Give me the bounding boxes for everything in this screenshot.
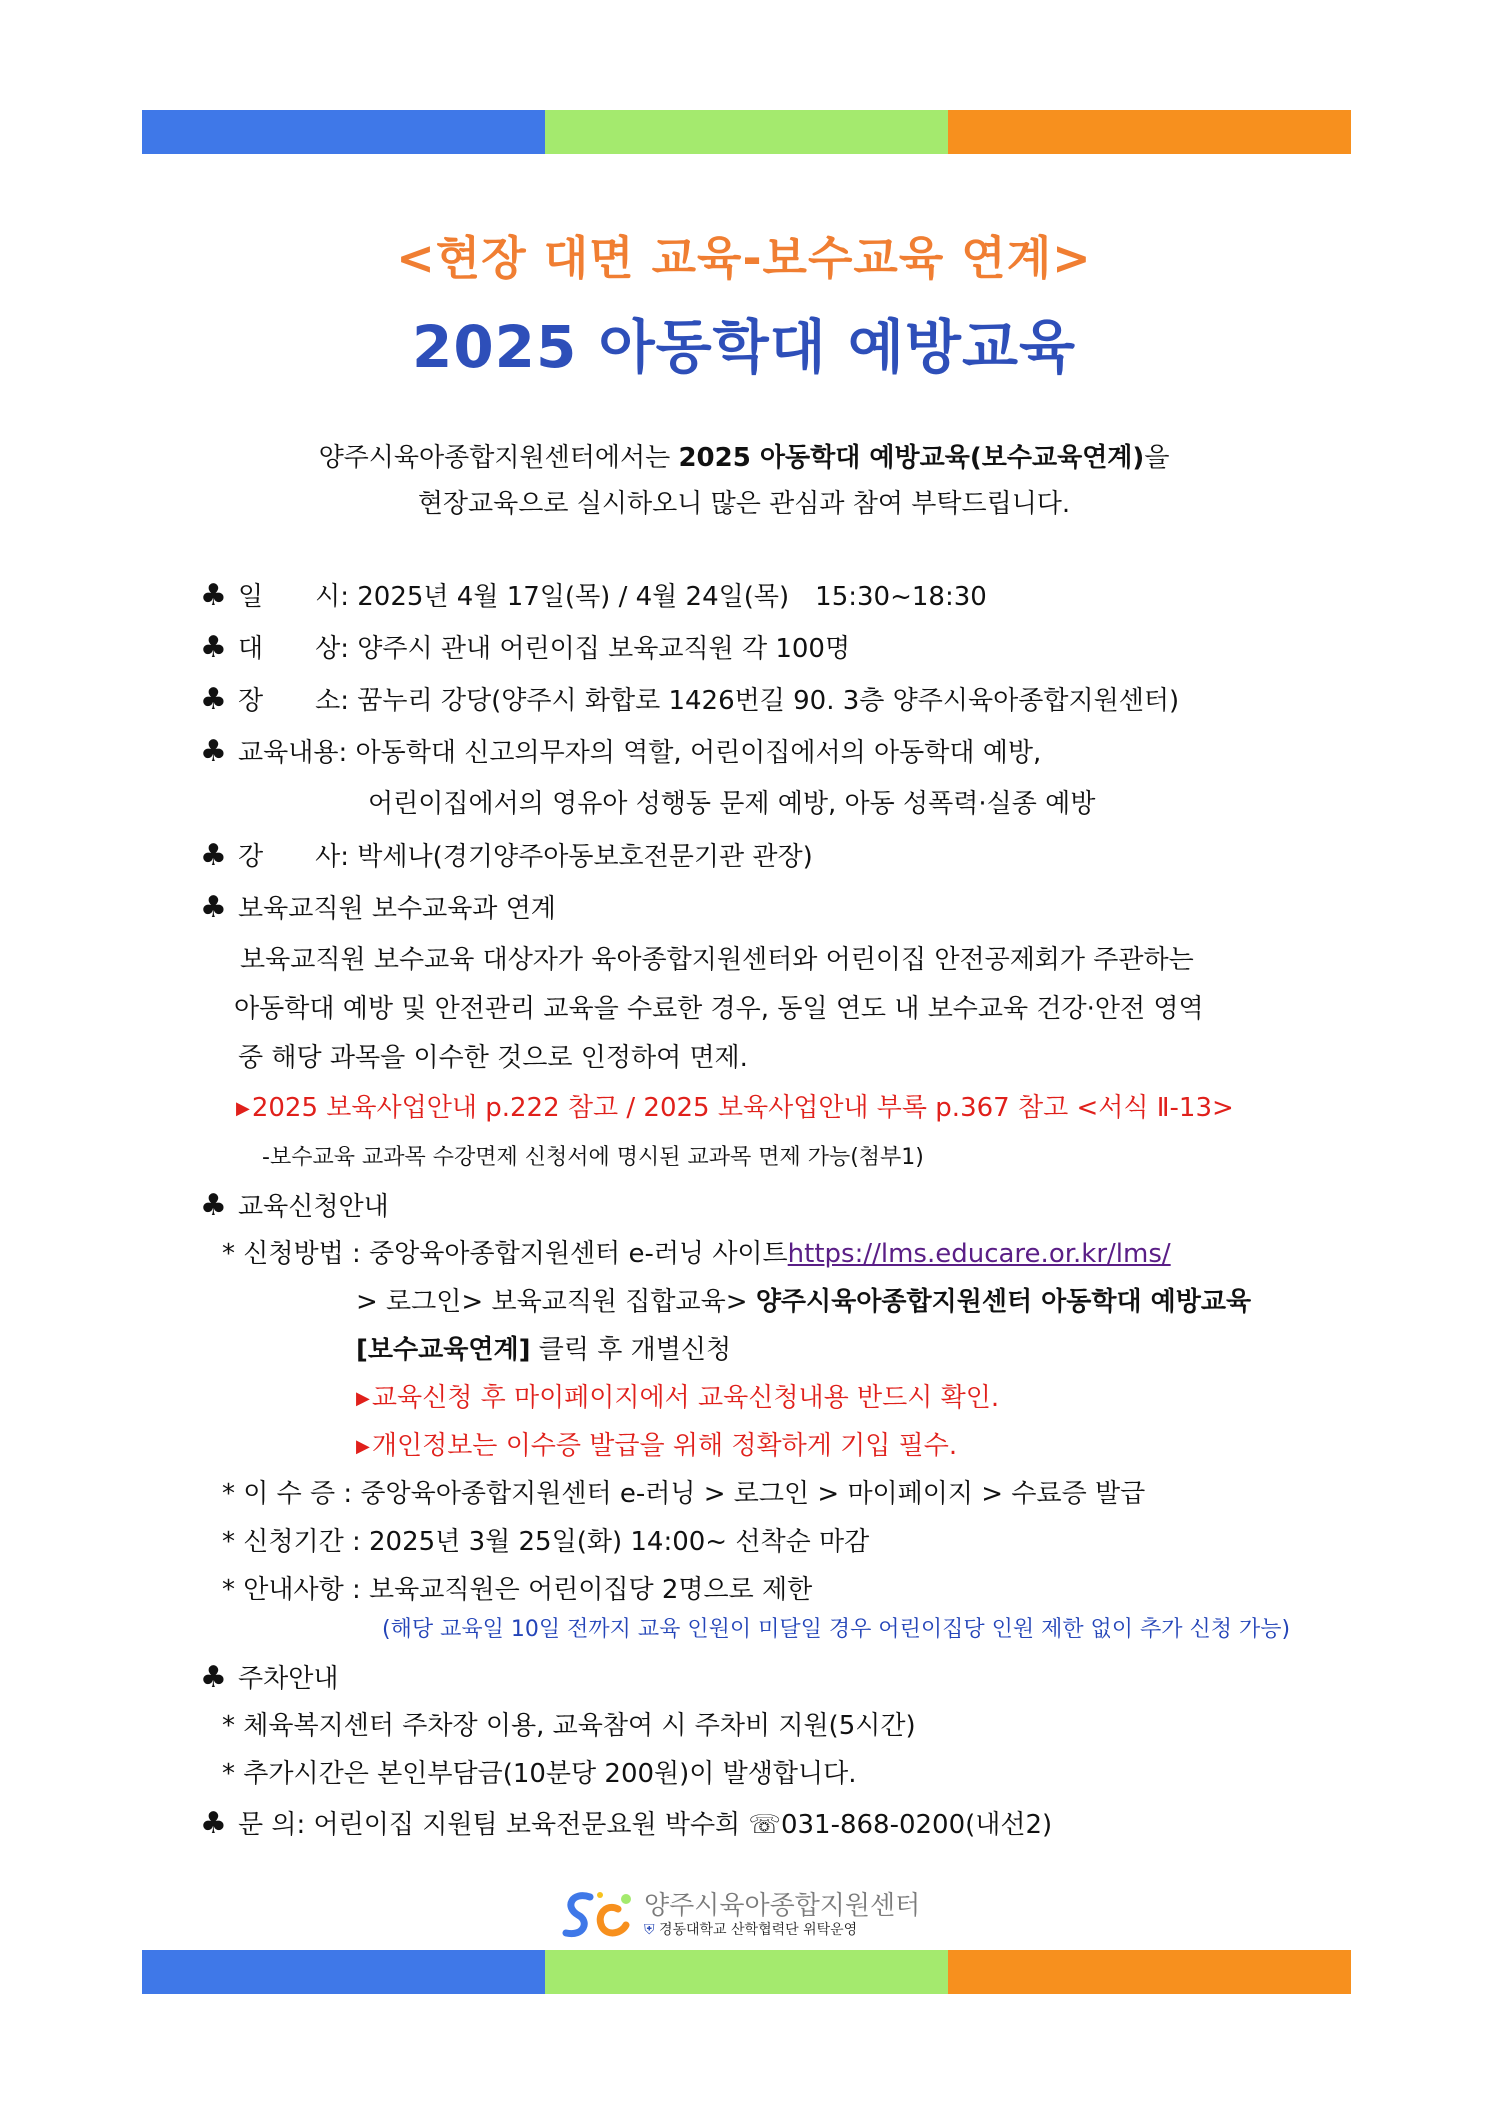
section-link-title — [200, 890, 556, 927]
item-lecturer-text: 강 사: 박세나(경기양주아동보호전문기관 관장) — [238, 842, 813, 872]
item-date — [200, 578, 987, 615]
club-icon: ♣ — [200, 1660, 227, 1695]
center-logo — [560, 1886, 920, 1944]
apply-guide-note: (해당 교육일 10일 전까지 교육 인원이 미달일 경우 어린이집당 인원 제한 없이 추가 신청 가능) — [382, 1617, 1291, 1642]
apply-method — [222, 1236, 1171, 1272]
club-icon: ♣ — [200, 838, 227, 873]
apply-path-bold: 양주시육아종합지원센터 아동학대 예방교육 — [755, 1287, 1252, 1317]
link-paragraph-1: 보육교직원 보수교육 대상자가 육아종합지원센터와 어린이집 안전공제회가 주관하는 — [240, 945, 1194, 975]
apply-certificate: * 이 수 증 : 중앙육아종합지원센터 e-러닝 > 로그인 > 마이페이지 > 수료증 발급 — [222, 1479, 1146, 1509]
logo-name: 양주시육아종합지원센터 — [644, 1891, 921, 1921]
item-content-text-1: 교육내용: 아동학대 신고의무자의 역할, 어린이집에서의 아동학대 예방, — [238, 738, 1042, 768]
club-icon: ♣ — [200, 578, 227, 613]
intro-line-1-bold: 2025 아동학대 예방교육(보수교육연계) — [678, 443, 1145, 473]
warning-2-text: 개인정보는 이수증 발급을 위해 정확하게 기입 필수. — [371, 1431, 958, 1461]
parking-line-1: * 체육복지센터 주차장 이용, 교육참여 시 주차비 지원(5시간) — [222, 1711, 916, 1741]
bottom-color-bar — [142, 1950, 1351, 1994]
page-title: 2025 아동학대 예방교육 — [411, 313, 1077, 381]
link-reference-text: 2025 보육사업안내 p.222 참고 / 2025 보육사업안내 부록 p.367 참고 <서식 Ⅱ-13> — [251, 1093, 1234, 1123]
bar-segment-green — [545, 110, 948, 154]
bar-segment-green — [545, 1950, 948, 1994]
item-content — [200, 734, 1041, 771]
apply-period: * 신청기간 : 2025년 3월 25일(화) 14:00~ 선착순 마감 — [222, 1527, 870, 1557]
item-place — [200, 682, 1179, 719]
club-icon: ♣ — [200, 1188, 227, 1223]
intro-text — [0, 435, 1488, 527]
intro-line-1-post: 을 — [1144, 443, 1170, 473]
section-apply-title-text: 교육신청안내 — [238, 1192, 389, 1222]
page-subtitle: <현장 대면 교육-보수교육 연계> — [396, 231, 1092, 285]
logo-sub — [644, 1921, 920, 1939]
link-reference — [236, 1090, 1234, 1127]
apply-path-pre: > 로그인> 보육교직원 집합교육> — [356, 1287, 756, 1317]
logo-sub-text: 경동대학교 산학협력단 위탁운영 — [658, 1922, 858, 1938]
section-apply-title — [200, 1188, 389, 1225]
warning-1-text: 교육신청 후 마이페이지에서 교육신청내용 반드시 확인. — [371, 1383, 1000, 1413]
item-contact — [200, 1806, 1052, 1843]
warning-2 — [356, 1428, 957, 1465]
apply-method-text: * 신청방법 : 중앙육아종합지원센터 e-러닝 사이트 — [222, 1239, 788, 1269]
section-link-title-text: 보육교직원 보수교육과 연계 — [238, 894, 556, 924]
top-color-bar — [142, 110, 1351, 154]
center-logo-text — [644, 1891, 920, 1939]
link-note: -보수교육 교과목 수강면제 신청서에 명시된 교과목 면제 가능(첨부1) — [262, 1145, 924, 1170]
warning-1 — [356, 1380, 999, 1417]
item-target-text: 대 상: 양주시 관내 어린이집 보육교직원 각 100명 — [238, 634, 851, 664]
item-place-text: 장 소: 꿈누리 강당(양주시 화합로 1426번길 90. 3층 양주시육아종합지원센터) — [238, 686, 1180, 716]
club-icon: ♣ — [200, 1806, 227, 1841]
club-icon: ♣ — [200, 682, 227, 717]
intro-line-1 — [0, 435, 1488, 481]
apply-path-2 — [356, 1332, 731, 1368]
link-paragraph-3: 중 해당 과목을 이수한 것으로 인정하여 면제. — [238, 1043, 748, 1073]
item-date-text: 일 시: 2025년 4월 17일(목) / 4월 24일(목) 15:30~18:30 — [238, 582, 987, 612]
bar-segment-blue — [142, 110, 545, 154]
center-logo-icon — [560, 1887, 636, 1943]
club-icon: ♣ — [200, 890, 227, 925]
link-paragraph-2: 아동학대 예방 및 안전관리 교육을 수료한 경우, 동일 연도 내 보수교육 건강·안전 영역 — [234, 994, 1204, 1024]
bar-segment-blue — [142, 1950, 545, 1994]
club-icon: ♣ — [200, 630, 227, 665]
apply-path-2-bold: [보수교육연계] — [356, 1335, 531, 1365]
intro-line-2: 현장교육으로 실시하오니 많은 관심과 참여 부탁드립니다. — [417, 489, 1071, 519]
item-lecturer — [200, 838, 813, 875]
bar-segment-orange — [948, 1950, 1351, 1994]
triangle-icon: ▶ — [356, 1436, 370, 1457]
item-contact-text: 문 의: 어린이집 지원팀 보육전문요원 박수희 ☏031-868-0200(내선2) — [238, 1810, 1053, 1840]
section-parking-title-text: 주차안내 — [238, 1664, 339, 1694]
apply-path-2-post: 클릭 후 개별신청 — [530, 1335, 732, 1365]
shield-icon: ⛨ — [644, 1922, 655, 1938]
apply-path-1 — [356, 1284, 1251, 1320]
parking-line-2: * 추가시간은 본인부담금(10분당 200원)이 발생합니다. — [222, 1759, 857, 1789]
triangle-icon: ▶ — [356, 1388, 370, 1409]
club-icon: ♣ — [200, 734, 227, 769]
item-target — [200, 630, 850, 667]
apply-guide: * 안내사항 : 보육교직원은 어린이집당 2명으로 제한 — [222, 1575, 813, 1605]
intro-line-1-pre: 양주시육아종합지원센터에서는 — [318, 443, 679, 473]
triangle-icon: ▶ — [236, 1098, 250, 1119]
bar-segment-orange — [948, 110, 1351, 154]
section-parking-title — [200, 1660, 338, 1697]
apply-url-link[interactable]: https://lms.educare.or.kr/lms/ — [787, 1239, 1171, 1269]
item-content-text-2: 어린이집에서의 영유아 성행동 문제 예방, 아동 성폭력·실종 예방 — [368, 789, 1096, 819]
